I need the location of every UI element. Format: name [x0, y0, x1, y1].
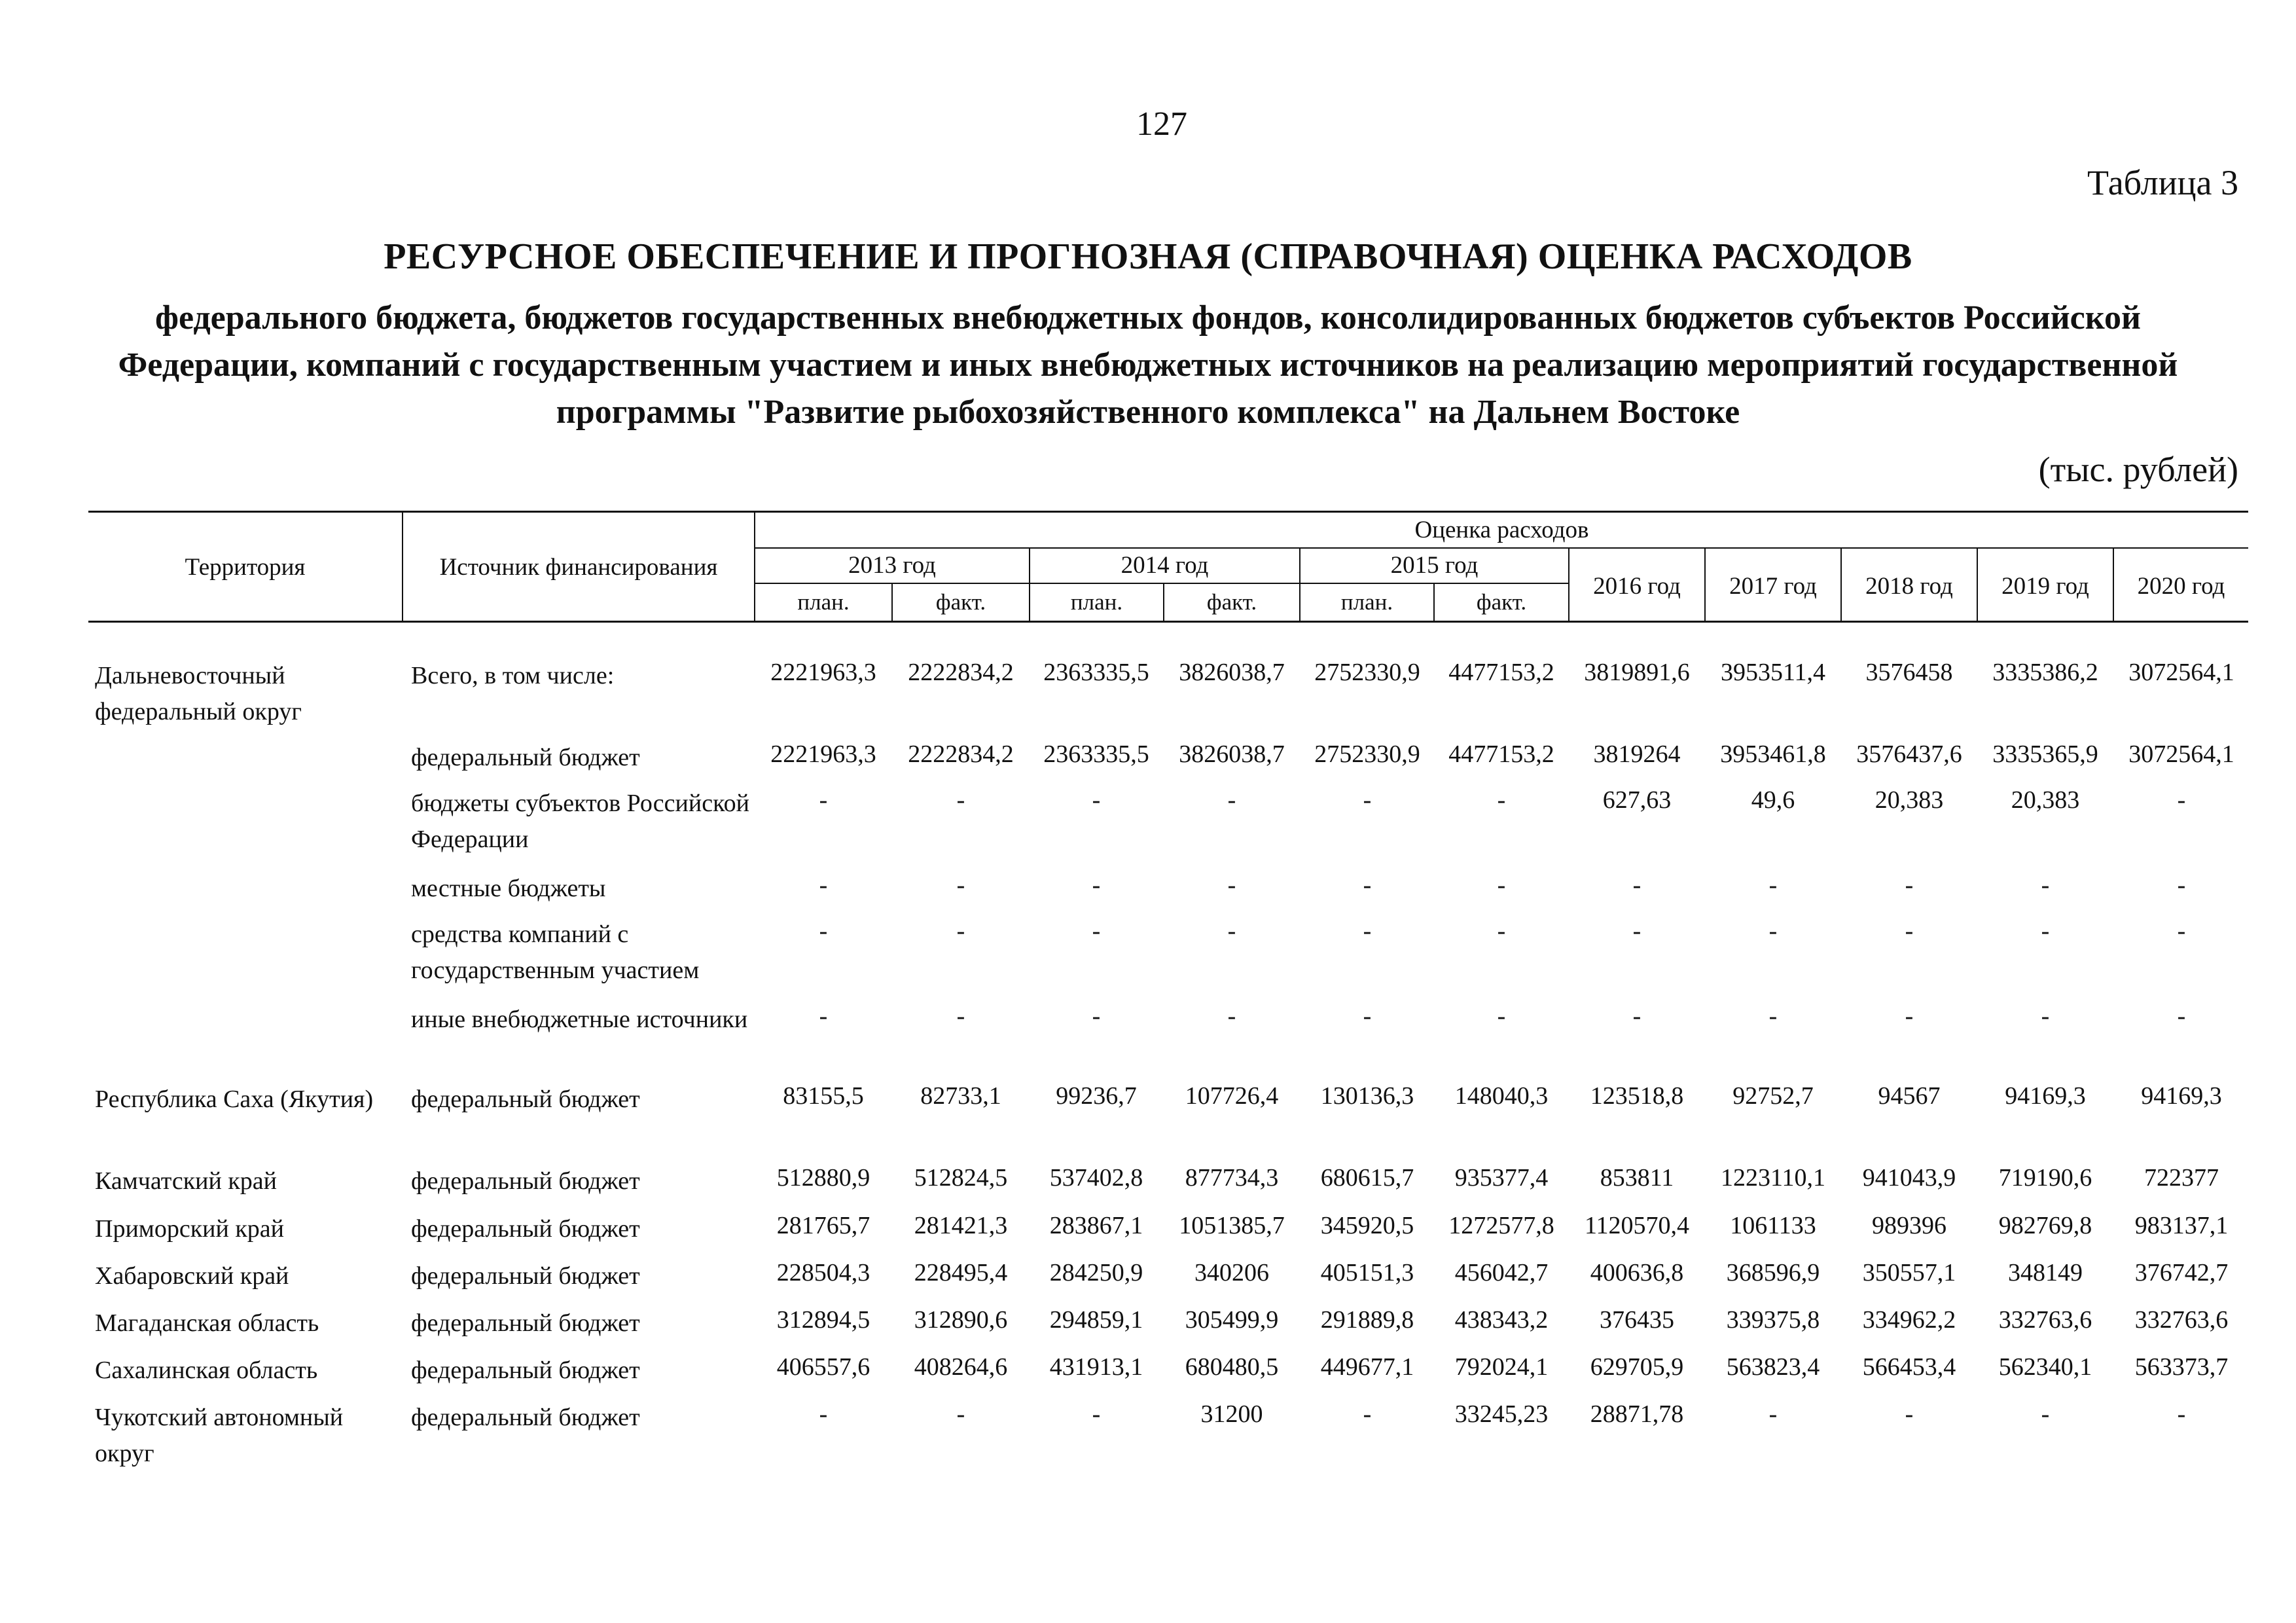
value-cell: 334962,2	[1862, 1306, 1956, 1334]
value-cell: -	[956, 786, 965, 814]
value-cell: 107726,4	[1185, 1082, 1279, 1110]
value-cell: 680480,5	[1185, 1353, 1279, 1381]
document-subtitle: федерального бюджета, бюджетов государственных внебюджетных фондов, консолидированных бюджетов субъектов Российской Федерации, компаний с государственным участием и иных внебюджетных источников на реализацию мероприятий государственной программы "Развитие рыбохозяйственного комплекса" на Дальнем Востоке	[118, 299, 2178, 431]
page-number: 127	[1136, 105, 1187, 143]
value-cell: 376435	[1600, 1306, 1674, 1334]
value-cell: -	[1632, 871, 1641, 899]
value-cell: -	[819, 1400, 828, 1428]
value-cell: 2752330,9	[1314, 659, 1420, 686]
value-cell: 2222834,2	[908, 740, 1014, 768]
value-cell: -	[1768, 1002, 1778, 1030]
value-cell: -	[2177, 871, 2186, 899]
value-cell: -	[1227, 1002, 1236, 1030]
territory-cell: Приморский край	[95, 1215, 284, 1243]
source-cell: федеральный бюджет	[411, 1404, 640, 1431]
value-cell: 123518,8	[1590, 1082, 1684, 1110]
value-cell: 350557,1	[1862, 1259, 1956, 1286]
units-label: (тыс. рублей)	[2038, 450, 2238, 489]
value-cell: 4477153,2	[1448, 740, 1554, 768]
value-cell: -	[2177, 786, 2186, 814]
table-label: Таблица 3	[2087, 163, 2238, 202]
territory-cell: Камчатский край	[95, 1167, 277, 1195]
value-cell: 291889,8	[1320, 1306, 1414, 1334]
value-cell: -	[2177, 917, 2186, 945]
source-cell: федеральный бюджет	[411, 1309, 640, 1337]
value-cell: 340206	[1194, 1259, 1269, 1286]
value-cell: 405151,3	[1320, 1259, 1414, 1286]
source-cell: федеральный бюджет	[411, 1357, 640, 1384]
value-cell: 305499,9	[1185, 1306, 1279, 1334]
header-plan-2014: план.	[1070, 589, 1123, 615]
value-cell: -	[1632, 1002, 1641, 1030]
value-cell: 853811	[1600, 1164, 1674, 1192]
value-cell: 722377	[2144, 1164, 2219, 1192]
value-cell: 94567	[1878, 1082, 1941, 1110]
source-cell: бюджеты субъектов Российской Федерации	[411, 790, 749, 853]
value-cell: -	[1497, 917, 1506, 945]
value-cell: 332763,6	[2134, 1306, 2229, 1334]
value-cell: 537402,8	[1049, 1164, 1143, 1192]
territory-cell: Сахалинская область	[95, 1357, 318, 1384]
value-cell: 935377,4	[1454, 1164, 1549, 1192]
header-year-2020: 2020 год	[2137, 573, 2225, 600]
header-estimate: Оценка расходов	[1414, 517, 1589, 543]
value-cell: -	[1905, 1400, 1914, 1428]
value-cell: 20,383	[2011, 786, 2080, 814]
value-cell: -	[2177, 1002, 2186, 1030]
territory-cell: Чукотский автономный округ	[95, 1404, 344, 1467]
value-cell: 339375,8	[1726, 1306, 1820, 1334]
header-year-2017: 2017 год	[1729, 573, 1817, 600]
value-cell: 1061133	[1730, 1212, 1816, 1239]
value-cell: -	[1363, 786, 1372, 814]
value-cell: 563373,7	[2134, 1353, 2229, 1381]
value-cell: 312890,6	[914, 1306, 1008, 1334]
value-cell: -	[1227, 871, 1236, 899]
value-cell: 3953511,4	[1720, 659, 1826, 686]
value-cell: 2363335,5	[1043, 659, 1149, 686]
value-cell: 400636,8	[1590, 1259, 1684, 1286]
value-cell: 92752,7	[1732, 1082, 1814, 1110]
value-cell: 438343,2	[1454, 1306, 1549, 1334]
value-cell: 877734,3	[1185, 1164, 1279, 1192]
value-cell: -	[1363, 871, 1372, 899]
value-cell: 3826038,7	[1179, 740, 1285, 768]
value-cell: 1051385,7	[1179, 1212, 1285, 1239]
header-plan-2015: план.	[1340, 589, 1393, 615]
value-cell: -	[956, 1400, 965, 1428]
value-cell: 294859,1	[1049, 1306, 1143, 1334]
value-cell: 3826038,7	[1179, 659, 1285, 686]
value-cell: 563823,4	[1726, 1353, 1820, 1381]
value-cell: 3953461,8	[1720, 740, 1826, 768]
value-cell: 406557,6	[776, 1353, 870, 1381]
value-cell: -	[1905, 871, 1914, 899]
value-cell: 31200	[1200, 1400, 1263, 1428]
value-cell: 792024,1	[1454, 1353, 1549, 1381]
value-cell: 49,6	[1751, 786, 1795, 814]
value-cell: 2752330,9	[1314, 740, 1420, 768]
value-cell: -	[1768, 917, 1778, 945]
value-cell: 348149	[2008, 1259, 2083, 1286]
value-cell: 2222834,2	[908, 659, 1014, 686]
value-cell: 431913,1	[1049, 1353, 1143, 1381]
value-cell: -	[819, 917, 828, 945]
value-cell: 719190,6	[1998, 1164, 2092, 1192]
value-cell: -	[1905, 1002, 1914, 1030]
value-cell: 989396	[1872, 1212, 1946, 1239]
value-cell: 2221963,3	[770, 659, 876, 686]
value-cell: -	[1768, 1400, 1778, 1428]
value-cell: 82733,1	[920, 1082, 1001, 1110]
value-cell: -	[956, 1002, 965, 1030]
value-cell: 284250,9	[1049, 1259, 1143, 1286]
value-cell: -	[819, 1002, 828, 1030]
value-cell: 1272577,8	[1448, 1212, 1554, 1239]
value-cell: 983137,1	[2134, 1212, 2229, 1239]
value-cell: -	[1497, 786, 1506, 814]
document-title: РЕСУРСНОЕ ОБЕСПЕЧЕНИЕ И ПРОГНОЗНАЯ (СПРАВОЧНАЯ) ОЦЕНКА РАСХОДОВ	[384, 236, 1912, 277]
value-cell: 982769,8	[1998, 1212, 2092, 1239]
source-cell: Всего, в том числе:	[411, 662, 615, 689]
header-fact-2014: факт.	[1206, 589, 1257, 615]
value-cell: 3576458	[1865, 659, 1953, 686]
value-cell: -	[1768, 871, 1778, 899]
value-cell: 228504,3	[776, 1259, 870, 1286]
value-cell: 3819264	[1593, 740, 1681, 768]
value-cell: 281421,3	[914, 1212, 1008, 1239]
value-cell: -	[1092, 917, 1101, 945]
header-year-2016: 2016 год	[1593, 573, 1681, 600]
value-cell: 562340,1	[1998, 1353, 2092, 1381]
value-cell: 28871,78	[1590, 1400, 1684, 1428]
value-cell: 680615,7	[1320, 1164, 1414, 1192]
value-cell: 3072564,1	[2128, 659, 2234, 686]
value-cell: -	[956, 917, 965, 945]
header-year-2018: 2018 год	[1865, 573, 1953, 600]
source-cell: федеральный бюджет	[411, 1262, 640, 1290]
header-year-2013: 2013 год	[848, 552, 936, 579]
value-cell: 408264,6	[914, 1353, 1008, 1381]
territory-cell: Республика Саха (Якутия)	[95, 1085, 374, 1113]
value-cell: -	[1092, 786, 1101, 814]
header-territory: Территория	[185, 554, 306, 581]
value-cell: 33245,23	[1454, 1400, 1549, 1428]
value-cell: 1223110,1	[1720, 1164, 1826, 1192]
value-cell: 312894,5	[776, 1306, 870, 1334]
value-cell: -	[1092, 871, 1101, 899]
value-cell: 3819891,6	[1584, 659, 1690, 686]
value-cell: -	[1363, 917, 1372, 945]
value-cell: 1120570,4	[1584, 1212, 1690, 1239]
territory-cell: Магаданская область	[95, 1309, 319, 1337]
value-cell: 629705,9	[1590, 1353, 1684, 1381]
value-cell: 512824,5	[914, 1164, 1008, 1192]
value-cell: 566453,4	[1862, 1353, 1956, 1381]
value-cell: -	[819, 871, 828, 899]
value-cell: -	[819, 786, 828, 814]
value-cell: 130136,3	[1320, 1082, 1414, 1110]
value-cell: 94169,3	[2141, 1082, 2222, 1110]
value-cell: -	[2177, 1400, 2186, 1428]
value-cell: 3335386,2	[1992, 659, 2098, 686]
value-cell: 94169,3	[2005, 1082, 2086, 1110]
value-cell: -	[1905, 917, 1914, 945]
value-cell: -	[2041, 871, 2050, 899]
header-plan-2013: план.	[797, 589, 850, 615]
value-cell: 281765,7	[776, 1212, 870, 1239]
header-fact-2013: факт.	[935, 589, 986, 615]
source-cell: местные бюджеты	[411, 875, 606, 902]
value-cell: 83155,5	[783, 1082, 864, 1110]
value-cell: -	[1363, 1400, 1372, 1428]
value-cell: 449677,1	[1320, 1353, 1414, 1381]
value-cell: 627,63	[1602, 786, 1672, 814]
value-cell: 20,383	[1874, 786, 1944, 814]
value-cell: -	[1092, 1002, 1101, 1030]
value-cell: 283867,1	[1049, 1212, 1143, 1239]
header-fact-2015: факт.	[1476, 589, 1527, 615]
value-cell: -	[1227, 786, 1236, 814]
value-cell: -	[1363, 1002, 1372, 1030]
value-cell: 345920,5	[1320, 1212, 1414, 1239]
source-cell: федеральный бюджет	[411, 1085, 640, 1113]
value-cell: 456042,7	[1454, 1259, 1549, 1286]
value-cell: 228495,4	[914, 1259, 1008, 1286]
value-cell: -	[1227, 917, 1236, 945]
value-cell: 332763,6	[1998, 1306, 2092, 1334]
value-cell: 3072564,1	[2128, 740, 2234, 768]
value-cell: 376742,7	[2134, 1259, 2229, 1286]
value-cell: 2221963,3	[770, 740, 876, 768]
value-cell: -	[2041, 1002, 2050, 1030]
header-year-2015: 2015 год	[1390, 552, 1479, 579]
value-cell: 368596,9	[1726, 1259, 1820, 1286]
source-cell: иные внебюджетные источники	[411, 1006, 748, 1033]
header-year-2014: 2014 год	[1121, 552, 1209, 579]
source-cell: федеральный бюджет	[411, 744, 640, 771]
header-source: Источник финансирования	[439, 554, 718, 581]
value-cell: 512880,9	[776, 1164, 870, 1192]
source-cell: средства компаний с государственным участием	[411, 921, 700, 984]
territory-cell: Дальневосточный федеральный округ	[95, 662, 302, 725]
value-cell: -	[1632, 917, 1641, 945]
value-cell: -	[2041, 917, 2050, 945]
value-cell: 941043,9	[1862, 1164, 1956, 1192]
header-year-2019: 2019 год	[2001, 573, 2089, 600]
source-cell: федеральный бюджет	[411, 1215, 640, 1243]
value-cell: 148040,3	[1454, 1082, 1549, 1110]
territory-cell: Хабаровский край	[95, 1262, 289, 1290]
value-cell: -	[1092, 1400, 1101, 1428]
value-cell: 2363335,5	[1043, 740, 1149, 768]
value-cell: -	[1497, 1002, 1506, 1030]
value-cell: -	[956, 871, 965, 899]
source-cell: федеральный бюджет	[411, 1167, 640, 1195]
value-cell: -	[2041, 1400, 2050, 1428]
value-cell: -	[1497, 871, 1506, 899]
value-cell: 4477153,2	[1448, 659, 1554, 686]
value-cell: 3576437,6	[1856, 740, 1962, 768]
value-cell: 99236,7	[1056, 1082, 1137, 1110]
value-cell: 3335365,9	[1992, 740, 2098, 768]
